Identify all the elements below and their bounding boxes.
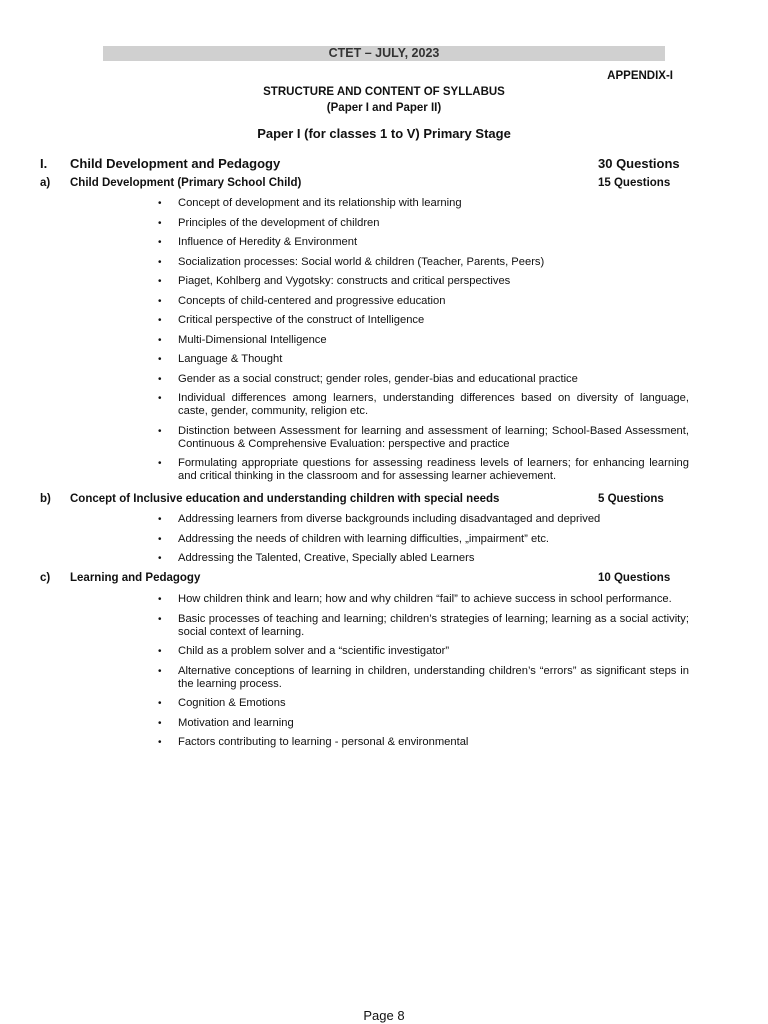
subsection-title: Concept of Inclusive education and understanding children with special needs <box>70 493 500 505</box>
bullet-icon: • <box>158 594 162 605</box>
list-item-text: Language & Thought <box>178 353 283 365</box>
bullet-list <box>158 197 689 490</box>
list-item-text: Gender as a social construct; gender roles, gender-bias and educational practice <box>178 372 578 385</box>
subsection-number: c) <box>40 572 51 584</box>
list-item-text: Individual differences among learners, understanding differences based on diversity of language, caste, gender, community, religion etc. <box>178 392 689 417</box>
subsection-questions: 10 Questions <box>598 572 671 584</box>
section-number: I. <box>40 156 48 171</box>
list-item <box>158 353 689 366</box>
list-item-text: Principles of the development of children <box>178 216 380 229</box>
list-item-text: Motivation and learning <box>178 716 294 729</box>
bullet-icon: • <box>158 393 162 404</box>
list-item <box>158 236 689 249</box>
list-item-text: Multi-Dimensional Intelligence <box>178 333 327 346</box>
syllabus-subtitle: (Paper I and Paper II) <box>326 102 442 114</box>
list-item <box>158 275 689 288</box>
bullet-icon: • <box>158 533 162 545</box>
list-item <box>158 665 689 691</box>
list-item <box>158 392 689 418</box>
list-item <box>158 513 689 526</box>
subsection-title: Child Development (Primary School Child) <box>70 177 302 189</box>
list-item <box>158 373 689 386</box>
list-item-text: Concepts of child-centered and progressive education <box>178 294 446 307</box>
list-item <box>158 697 689 710</box>
bullet-icon: • <box>158 295 162 307</box>
bullet-icon: • <box>158 613 162 625</box>
list-item <box>158 613 689 639</box>
list-item-text: Factors contributing to learning - personal & environmental <box>178 736 469 748</box>
list-item-text: Addressing the needs of children with learning difficulties, „impairment” etc. <box>178 532 550 545</box>
list-item-text: Basic processes of teaching and learning; children’s strategies of learning; learning as a social activity; social context of learning. <box>178 612 689 638</box>
list-item <box>158 717 689 730</box>
list-item <box>158 256 689 269</box>
list-item <box>158 295 689 308</box>
list-item <box>158 593 689 606</box>
bullet-icon: • <box>158 737 162 748</box>
section-questions: 30 Questions <box>598 156 680 171</box>
bullet-list <box>158 513 689 572</box>
list-item-text: Child as a problem solver and a “scientific investigator” <box>178 645 450 657</box>
exam-title: CTET – JULY, 2023 <box>328 46 440 60</box>
bullet-icon: • <box>158 698 162 709</box>
subsection-questions: 15 Questions <box>598 177 671 189</box>
page-number: Page 8 <box>363 1008 405 1023</box>
bullet-icon: • <box>158 646 162 657</box>
bullet-icon: • <box>158 354 162 365</box>
bullet-icon: • <box>158 717 162 729</box>
bullet-icon: • <box>158 256 162 268</box>
bullet-icon: • <box>158 458 162 469</box>
list-item-text: Piaget, Kohlberg and Vygotsky: constructs and critical perspectives <box>178 275 511 287</box>
subsection-questions: 5 Questions <box>598 493 664 505</box>
list-item-text: Alternative conceptions of learning in children, understanding children’s “errors” as significant steps in the learning process. <box>178 664 689 690</box>
list-item-text: Addressing learners from diverse backgrounds including disadvantaged and deprived <box>178 513 601 525</box>
list-item <box>158 197 689 210</box>
list-item-text: Distinction between Assessment for learning and assessment of learning; School-Based Assessment, Continuous & Comprehensive Evaluation: perspective and practice <box>178 424 689 450</box>
list-item-text: Concept of development and its relationship with learning <box>178 197 462 209</box>
bullet-icon: • <box>158 217 162 229</box>
bullet-icon: • <box>158 198 162 209</box>
bullet-icon: • <box>158 276 162 287</box>
exam-title-bar <box>103 46 665 61</box>
appendix-label: APPENDIX-I <box>607 70 673 82</box>
bullet-icon: • <box>158 514 162 525</box>
syllabus-title: STRUCTURE AND CONTENT OF SYLLABUS <box>263 86 505 98</box>
paper-title: Paper I (for classes 1 to V) Primary Stage <box>257 126 511 141</box>
list-item-text: Cognition & Emotions <box>178 697 286 709</box>
list-item <box>158 425 689 451</box>
bullet-icon: • <box>158 665 162 677</box>
list-item-text: Influence of Heredity & Environment <box>178 236 358 248</box>
list-item <box>158 552 689 565</box>
bullet-icon: • <box>158 237 162 248</box>
list-item <box>158 457 689 483</box>
list-item-text: Addressing the Talented, Creative, Specially abled Learners <box>178 552 475 564</box>
list-item <box>158 533 689 546</box>
subsection-title: Learning and Pedagogy <box>70 572 201 584</box>
section-title: Child Development and Pedagogy <box>70 156 281 171</box>
list-item-text: Critical perspective of the construct of Intelligence <box>178 314 425 326</box>
list-item-text: Formulating appropriate questions for assessing readiness levels of learners; for enhancing learning and critical thinking in the classroom and for assessing learner achievement. <box>178 457 689 482</box>
list-item-text: How children think and learn; how and why children “fail” to achieve success in school performance. <box>178 593 672 605</box>
bullet-icon: • <box>158 425 162 437</box>
list-item <box>158 736 689 749</box>
list-item <box>158 314 689 327</box>
bullet-icon: • <box>158 315 162 326</box>
list-item <box>158 645 689 658</box>
list-item-text: Socialization processes: Social world & children (Teacher, Parents, Peers) <box>178 255 545 268</box>
subsection-number: a) <box>40 177 51 189</box>
list-item <box>158 217 689 230</box>
bullet-icon: • <box>158 553 162 564</box>
bullet-icon: • <box>158 373 162 385</box>
bullet-icon: • <box>158 334 162 346</box>
subsection-number: b) <box>40 493 51 505</box>
bullet-list <box>158 593 689 756</box>
list-item <box>158 334 689 347</box>
